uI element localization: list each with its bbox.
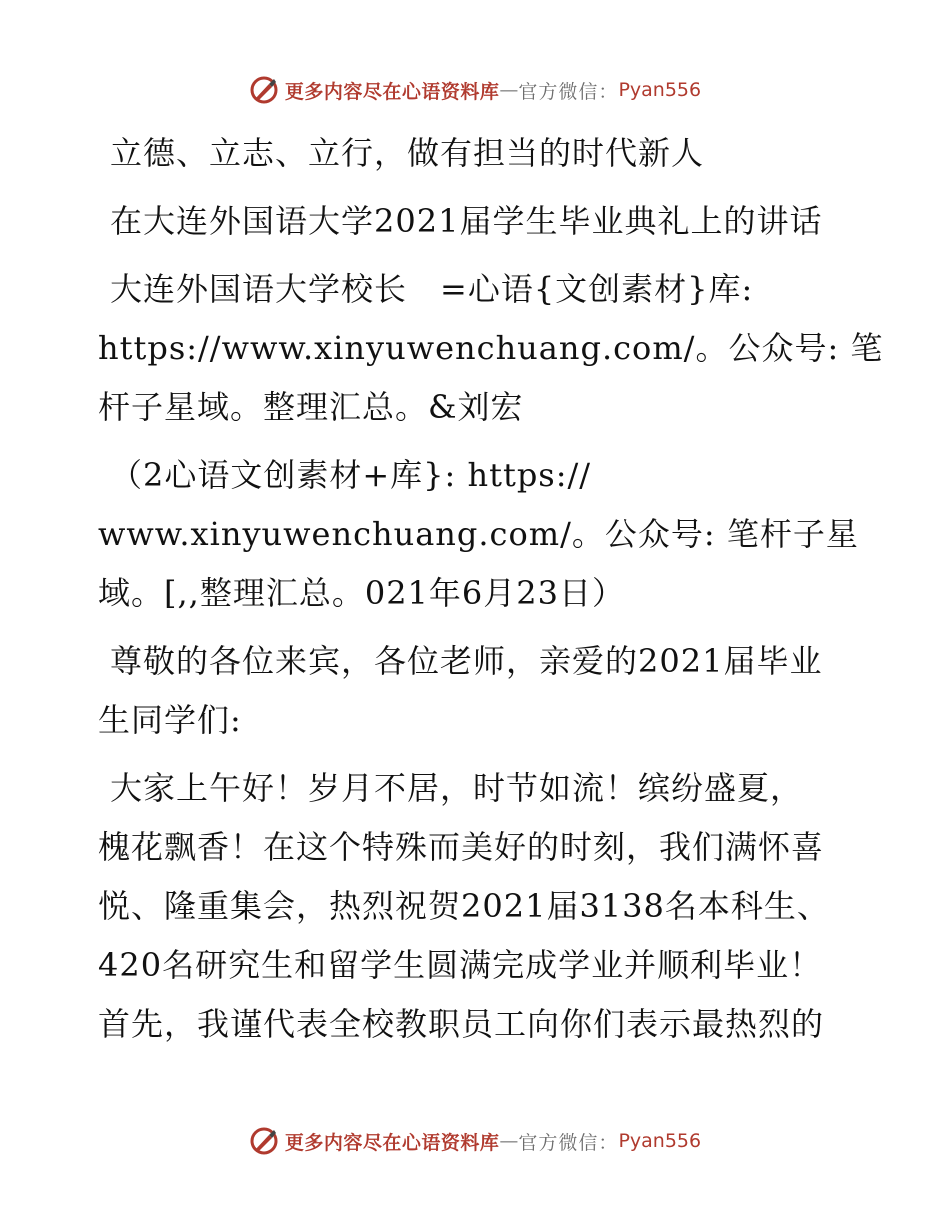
watermark-wechat-label: 官方微信： bbox=[518, 1131, 619, 1154]
author-line: 大连外国语大学校长 =心语{文创素材}库: bbox=[110, 270, 754, 308]
watermark-wechat-id: Pyan556 bbox=[618, 79, 702, 101]
body-line: 大家上午好！岁月不居，时节如流！缤纷盛夏， bbox=[110, 769, 804, 807]
body-line: 首先，我谨代表全校教职员工向你们表示最热烈的 bbox=[98, 1005, 825, 1043]
pen-logo-icon bbox=[249, 75, 279, 105]
salutation-line: 生同学们: bbox=[98, 701, 242, 739]
header-watermark-banner bbox=[0, 70, 950, 110]
document-subtitle: 在大连外国语大学2021届学生毕业典礼上的讲话 bbox=[110, 202, 823, 240]
watermark-wechat-id: Pyan556 bbox=[618, 1130, 702, 1152]
date-line: 域。[,,整理汇总。021年6月23日） bbox=[98, 574, 625, 612]
pen-logo-icon bbox=[249, 1126, 279, 1156]
document-title: 立德、立志、立行，做有担当的时代新人 bbox=[110, 134, 705, 172]
author-line: 杆子星域。整理汇总。&刘宏 bbox=[98, 388, 524, 426]
watermark-brand-text: 更多内容尽在心语资料库 bbox=[284, 80, 500, 103]
watermark-wechat-label: 官方微信： bbox=[518, 80, 619, 103]
body-line: 槐花飘香！在这个特殊而美好的时刻，我们满怀喜 bbox=[98, 828, 825, 866]
body-line: 悦、隆重集会，热烈祝贺2021届3138名本科生、 bbox=[98, 887, 830, 925]
watermark-separator: — bbox=[499, 1130, 519, 1152]
document-body bbox=[98, 124, 884, 1054]
date-line: www.xinyuwenchuang.com/。公众号: 笔杆子星 bbox=[98, 515, 859, 553]
date-line: （2心语文创素材+库}: https:// bbox=[110, 456, 592, 494]
footer-watermark-banner bbox=[0, 1121, 950, 1161]
author-line: https://www.xinyuwenchuang.com/。公众号: 笔 bbox=[98, 329, 884, 367]
watermark-brand-text: 更多内容尽在心语资料库 bbox=[284, 1131, 500, 1154]
salutation-line: 尊敬的各位来宾，各位老师，亲爱的2021届毕业 bbox=[110, 642, 823, 680]
watermark-separator: — bbox=[499, 79, 519, 101]
body-line: 420名研究生和留学生圆满完成学业并顺利毕业！ bbox=[98, 946, 823, 984]
